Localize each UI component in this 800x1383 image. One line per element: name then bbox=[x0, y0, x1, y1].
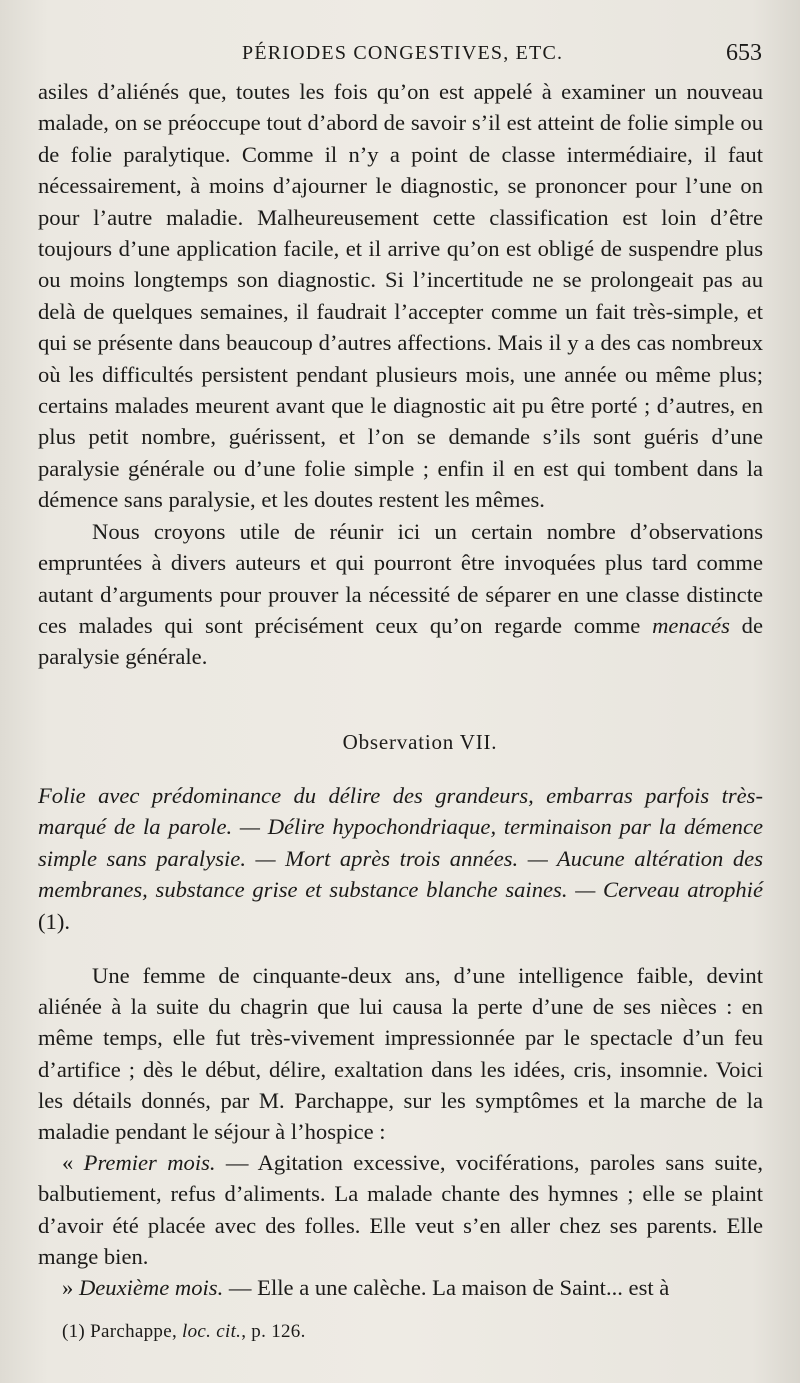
page-header bbox=[0, 38, 800, 74]
case-month-2-text: — Elle a une calèche. La maison de Saint... est à bbox=[223, 1275, 670, 1301]
observation-title: Observation VII. bbox=[342, 730, 498, 754]
footnote-author: Parchappe, bbox=[85, 1321, 183, 1342]
intro-text bbox=[38, 76, 763, 673]
case-paragraph-1: Une femme de cinquante-deux ans, d’une intelligence faible, devint aliénée à la suite du chagrin que lui causa la perte d’une de ses nièces : en même temps, elle fut très-vivement impressionnée par le spectacle d’un feu d’artifice ; dès le début, délire, exaltation dans les idées, cris, insomnie. Voici les détails donnés, par M. Parchappe, sur les symptômes et la marche de la maladie pendant le séjour à l’hospice : bbox=[38, 963, 763, 1145]
running-title: PÉRIODES CONGESTIVES, ETC. bbox=[242, 42, 564, 64]
page-number: 653 bbox=[726, 40, 762, 66]
case-text bbox=[38, 960, 763, 1303]
case-month-1-label: Premier mois. bbox=[83, 1150, 216, 1176]
footnote-reference: (1). bbox=[38, 908, 70, 934]
footnote-page: , p. 126. bbox=[241, 1321, 306, 1342]
case-month-1 bbox=[38, 1147, 763, 1272]
case-month-1-quote: « bbox=[62, 1150, 84, 1176]
paragraph-2-end: de paralysie générale. bbox=[38, 612, 763, 670]
footnote bbox=[62, 1321, 306, 1343]
observation-summary-text: Folie avec prédominance du délire des grandeurs, embarras parfois très-marqué de la parole. — Délire hypochondriaque, terminaison par la démence simple sans paralysie. — Mort après trois années. — Aucune altération des membranes, substance grise et substance blanche saines. — Cerveau atrophié bbox=[38, 783, 763, 903]
paragraph-2-start: Nous croyons utile de réunir ici un certain nombre d’observations empruntées à divers auteurs et qui pourront être invoquées plus tard comme autant d’arguments pour prouver la nécessité de séparer en une classe distincte ces malades qui sont précisément ceux qu’on regarde comme bbox=[38, 518, 763, 638]
paragraph-2-italic: menacés bbox=[652, 612, 730, 638]
case-month-2-label: Deuxième mois. bbox=[78, 1275, 224, 1301]
footnote-citation: loc. cit. bbox=[182, 1321, 242, 1342]
paragraph-1: asiles d’aliénés que, toutes les fois qu’on est appelé à examiner un nouveau malade, on se préoccupe tout d’abord de savoir s’il est atteint de folie simple ou de folie paralytique. Comme il n’y a point de classe intermédiaire, il faut nécessairement, à moins d’ajourner le diagnostic, se prononcer pour l’une on pour l’autre maladie. Malheureusement cette classification est loin d’être toujours d’une application facile, et il arrive qu’on est obligé de suspendre plus ou moins longtemps son diagnostic. Si l’incertitude ne se prolongeait pas au delà de quelques semaines, il faudrait l’accepter comme un fait très-simple, et qui se présente dans beaucoup d’autres affections. Mais il y a des cas nombreux où les difficultés persistent pendant plusieurs mois, une année ou même plus; certains malades meurent avant que le diagnostic ait pu être porté ; d’autres, en plus petit nombre, guérissent, et l’on se demande s’ils sont guéris d’une paralysie générale ou d’une folie simple ; enfin il en est qui tombent dans la démence sans paralysie, et les doutes restent les mêmes. bbox=[38, 79, 763, 513]
paragraph-2 bbox=[38, 516, 763, 673]
case-month-2-quote: » bbox=[62, 1275, 79, 1301]
case-month-1-text: — Agitation excessive, vociférations, paroles sans suite, balbutiement, refus d’aliments. La malade chante des hymnes ; elle se plaint d’avoir été placée avec des folles. Elle veut s’en aller chez ses parents. Elle mange bien. bbox=[38, 1150, 763, 1269]
footnote-marker: (1) bbox=[62, 1321, 86, 1342]
observation-summary bbox=[38, 780, 763, 937]
case-month-2 bbox=[38, 1272, 763, 1303]
